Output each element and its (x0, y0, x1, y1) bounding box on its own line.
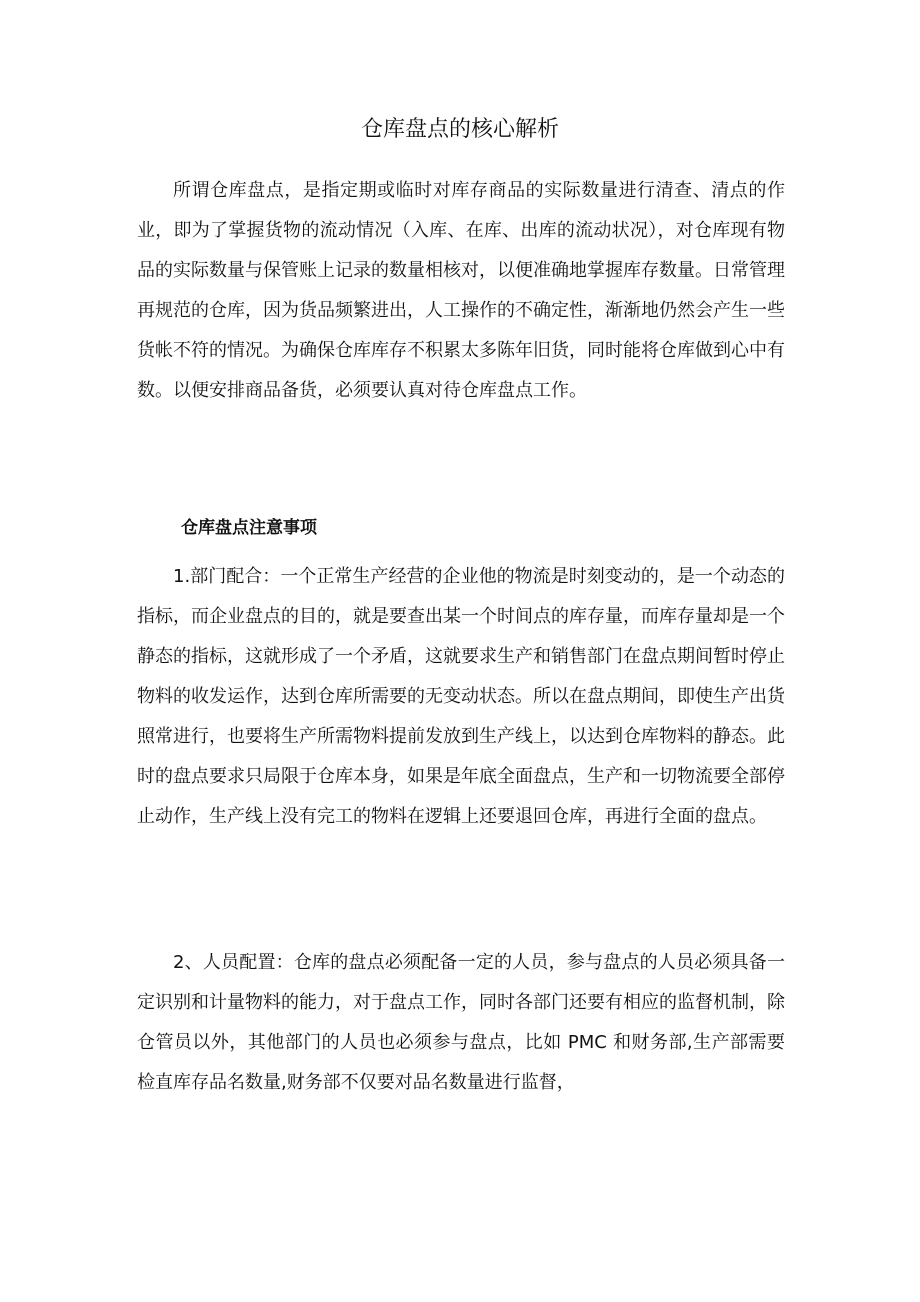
intro-paragraph: 所谓仓库盘点，是指定期或临时对库存商品的实际数量进行清查、清点的作业，即为了掌握货物的流动情况（入库、在库、出库的流动状况），对仓库现有物品的实际数量与保管账上记录的数量相核对，以便准确地掌握库存数量。日常管理再规范的仓库，因为货品频繁进出，人工操作的不确定性，渐渐地仍然会产生一些货帐不符的情况。为确保仓库库存不积累太多陈年旧货，同时能将仓库做到心中有数。以便安排商品备货，必须要认真对待仓库盘点工作。 (137, 180, 785, 401)
item-2-paragraph: 2、人员配置：仓库的盘点必须配备一定的人员，参与盘点的人员必须具备一定识别和计量物料的能力，对于盘点工作，同时各部门还要有相应的监督机制，除仓管员以外，其他部门的人员也必须参与盘点，比如 PMC 和财务部,生产部需要检直库存品名数量,财务部不仅要对品名数量进行监督， (137, 952, 785, 1093)
section-heading: 仓库盘点注意事项 (181, 518, 317, 538)
item-1-paragraph: 1.部门配合：一个正常生产经营的企业他的物流是时刻变动的，是一个动态的指标，而企业盘点的目的，就是要查出某一个时间点的库存量，而库存量却是一个静态的指标，这就形成了一个矛盾，这就要求生产和销售部门在盘点期间暂时停止物料的收发运作，达到仓库所需要的无变动状态。所以在盘点期间，即使生产出货照常进行，也要将生产所需物料提前发放到生产线上，以达到仓库物料的静态。此时的盘点要求只局限于仓库本身，如果是年底全面盘点，生产和一切物流要全部停止动作，生产线上没有完工的物料在逻辑上还要退回仓库，再进行全面的盘点。 (137, 566, 785, 827)
document-title: 仓库盘点的核心解析 (360, 117, 559, 142)
